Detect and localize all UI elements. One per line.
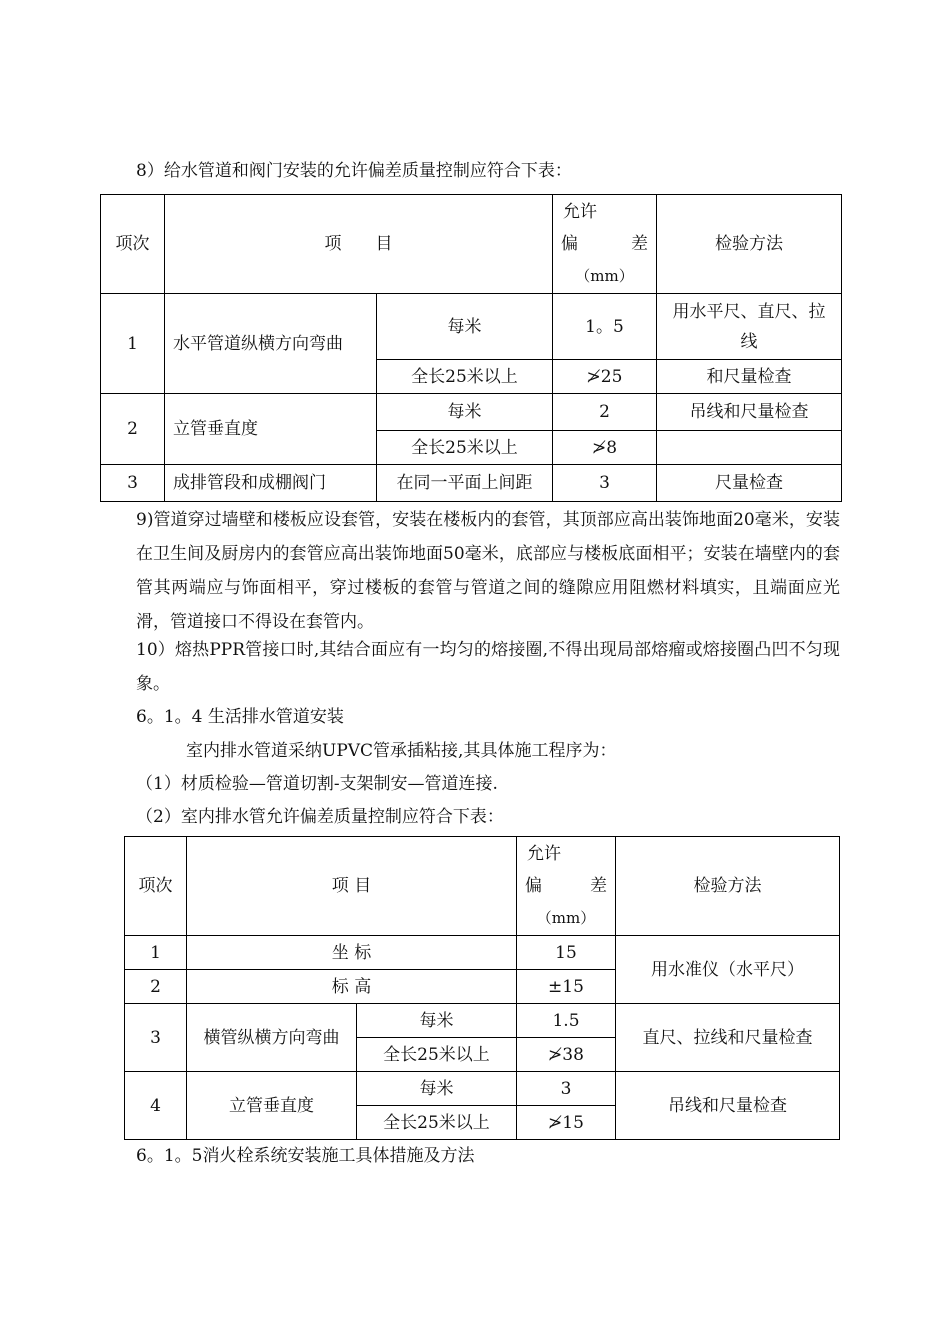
row-method: 和尺量检查 <box>657 360 842 394</box>
row-item: 坐 标 <box>187 936 517 970</box>
header-tolerance <box>553 195 657 294</box>
row-tolerance: ±15 <box>517 970 616 1004</box>
tolerance-line2 <box>517 870 615 902</box>
row-tolerance: 1.5 <box>517 1004 616 1038</box>
drainage-intro: 室内排水管道采纳UPVC管承插粘接,其具体施工程序为： <box>186 741 617 761</box>
row-seq: 3 <box>101 465 165 502</box>
row-subitem: 每米 <box>377 294 553 360</box>
tolerance-line1: 允许 <box>563 202 597 222</box>
tolerance-line3: （mm） <box>575 267 634 285</box>
row-method: 吊线和尺量检查 <box>657 394 842 431</box>
row-seq: 4 <box>125 1072 187 1140</box>
section-615-heading: 6。1。5消火栓系统安装施工具体措施及方法 <box>136 1146 475 1166</box>
row-tolerance: 15 <box>517 936 616 970</box>
table-row <box>125 1072 840 1106</box>
row-method <box>657 431 842 465</box>
header-seq: 项次 <box>101 195 165 294</box>
row-tolerance: ≯15 <box>517 1106 616 1140</box>
tolerance-line2a: 偏 <box>525 876 542 896</box>
row-subitem: 每米 <box>357 1004 517 1038</box>
header-item: 项 目 <box>187 837 517 936</box>
row-method: 吊线和尺量检查 <box>616 1072 840 1140</box>
row-item: 水平管道纵横方向弯曲 <box>165 294 377 394</box>
row-seq: 1 <box>101 294 165 394</box>
tolerance-line2a: 偏 <box>561 234 578 254</box>
row-tolerance: ≯38 <box>517 1038 616 1072</box>
header-tolerance <box>517 837 616 936</box>
tolerance-line2 <box>553 228 656 260</box>
row-method: 尺量检查 <box>657 465 842 502</box>
row-subitem: 全长25米以上 <box>357 1038 517 1072</box>
header-method: 检验方法 <box>616 837 840 936</box>
row-method: 直尺、拉线和尺量检查 <box>616 1004 840 1072</box>
row-tolerance: 3 <box>517 1072 616 1106</box>
row-subitem: 全长25米以上 <box>377 360 553 394</box>
row-subitem: 全长25米以上 <box>357 1106 517 1140</box>
header-item: 项 目 <box>165 195 553 294</box>
table-row <box>125 936 840 970</box>
row-tolerance: ≯25 <box>553 360 657 394</box>
row-item: 立管垂直度 <box>187 1072 357 1140</box>
tolerance-line3: （mm） <box>536 909 596 927</box>
header-method: 检验方法 <box>657 195 842 294</box>
tolerance-line2b: 差 <box>590 876 607 896</box>
table-row <box>125 1004 840 1038</box>
table-row <box>101 394 842 431</box>
row-tolerance: 1。5 <box>553 294 657 360</box>
paragraph-10: 10）熔热PPR管接口时,其结合面应有一均匀的熔接圈,不得出现局部熔瘤或熔接圈凸凹不匀现象。 <box>136 640 840 694</box>
row-seq: 3 <box>125 1004 187 1072</box>
tolerance-line2b: 差 <box>631 234 648 254</box>
row-subitem: 每米 <box>377 394 553 431</box>
row-tolerance: 2 <box>553 394 657 431</box>
section-8-heading: 8）给水管道和阀门安装的允许偏差质量控制应符合下表： <box>136 161 572 181</box>
section-614-heading: 6。1。4 生活排水管道安装 <box>136 707 344 727</box>
row-seq: 2 <box>125 970 187 1004</box>
table-header-row <box>125 837 840 936</box>
row-item: 标 高 <box>187 970 517 1004</box>
tolerance-line1: 允许 <box>527 844 561 864</box>
row-subitem: 每米 <box>357 1072 517 1106</box>
row-subitem: 全长25米以上 <box>377 431 553 465</box>
row-method: 用水平尺、直尺、拉线 <box>657 294 842 360</box>
row-method: 用水准仪（水平尺） <box>616 936 840 1004</box>
row-item: 立管垂直度 <box>165 394 377 465</box>
water-supply-tolerance-table <box>100 194 842 502</box>
table-row <box>101 294 842 360</box>
drainage-tolerance-table <box>124 836 840 1140</box>
row-seq: 1 <box>125 936 187 970</box>
header-seq: 项次 <box>125 837 187 936</box>
row-subitem: 在同一平面上间距 <box>377 465 553 502</box>
row-item: 横管纵横方向弯曲 <box>187 1004 357 1072</box>
table-header-row <box>101 195 842 294</box>
procedure-item-2: （2）室内排水管允许偏差质量控制应符合下表： <box>136 807 504 827</box>
row-tolerance: ≯8 <box>553 431 657 465</box>
row-item: 成排管段和成棚阀门 <box>165 465 377 502</box>
paragraph-9: 9)管道穿过墙壁和楼板应设套管，安装在楼板内的套管，其顶部应高出装饰地面20毫米，安装在卫生间及厨房内的套管应高出装饰地面50毫米，底部应与楼板底面相平；安装在墙壁内的套管其两端应与饰面相平，穿过楼板的套管与管道之间的缝隙应用阻燃材料填实，且端面应光滑，管道接口不得设在套管内。 <box>136 510 840 632</box>
row-seq: 2 <box>101 394 165 465</box>
procedure-item-1: （1）材质检验—管道切割-支架制安—管道连接. <box>136 774 498 794</box>
row-tolerance: 3 <box>553 465 657 502</box>
table-row <box>101 465 842 502</box>
